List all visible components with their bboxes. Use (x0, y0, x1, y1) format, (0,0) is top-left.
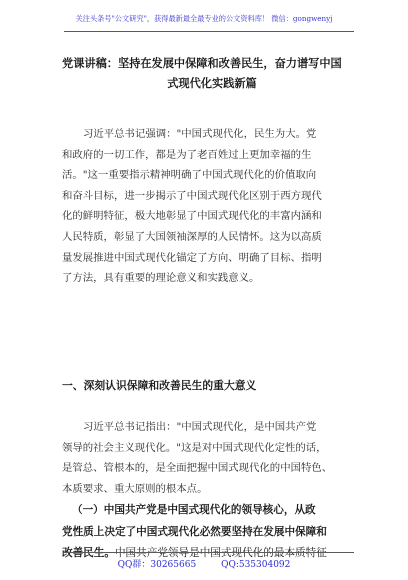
paragraph-line: 本质要求、重大原则的根本点。 (62, 482, 208, 495)
title-line-2: 式现代化实践新篇 (167, 76, 257, 90)
subsection-paragraph (62, 500, 352, 565)
footer-qq-group: QQ群：30265665 (117, 560, 197, 570)
paragraph-intro (62, 124, 352, 289)
paragraph-line: 习近平总书记指出："中国式现代化，是中国共产党 (83, 421, 317, 433)
document-title (62, 53, 362, 93)
paragraph-line: 化的鲜明特征，极大地彰显了中国式现代化的丰富内涵和 (62, 210, 322, 223)
paragraph-line: 是管总、管根本的，是全面把握中国式现代化的中国特色、 (62, 462, 333, 475)
section-heading: 一、深刻认识保障和改善民生的重大意义 (62, 379, 257, 392)
paragraph-line: 习近平总书记强调："中国式现代化，民生为大。党 (83, 128, 317, 140)
subsection-heading-line: 改善民生。 (62, 547, 115, 559)
paragraph-line: 量发展推进中国式现代化锚定了方向、明确了目标、指明 (62, 251, 322, 264)
footer-contact (0, 557, 408, 570)
paragraph-line: 人民特质，彰显了大国领袖深厚的人民情怀。这为以高质 (62, 230, 322, 243)
subsection-heading-line: 党性质上决定了中国式现代化必然要坚持在发展中保障和 (62, 525, 327, 538)
paragraph-line: 活。"这一重要指示精神明确了中国式现代化的价值取向 (62, 169, 317, 182)
header-divider (64, 31, 354, 32)
header-notice: 关注头条号"公文研究"，获得最新最全最专业的公文资料库！ 微信：gongwenyj (75, 14, 333, 23)
footer-qq: QQ:535304092 (221, 560, 291, 570)
paragraph-line: 和奋斗目标，进一步揭示了中国式现代化区别于西方现代 (62, 189, 322, 202)
paragraph-line: 了方法，具有重要的理论意义和实践意义。 (62, 272, 260, 285)
footer-divider (64, 552, 354, 553)
paragraph-line: 和政府的一切工作，都是为了老百姓过上更加幸福的生 (62, 148, 312, 161)
subsection-body-text: 中国共产党领导是中国式现代化的最本质特征 (114, 547, 327, 559)
subsection-heading-line: （一）中国共产党是中国式现代化的领导核心，从政 (72, 504, 316, 516)
title-line-1: 党课讲稿：坚持在发展中保障和改善民生，奋力谱写中国 (62, 56, 342, 70)
paragraph-line: 领导的社会主义现代化。"这是对中国式现代化定性的话， (62, 441, 327, 454)
paragraph-section1 (62, 417, 352, 499)
